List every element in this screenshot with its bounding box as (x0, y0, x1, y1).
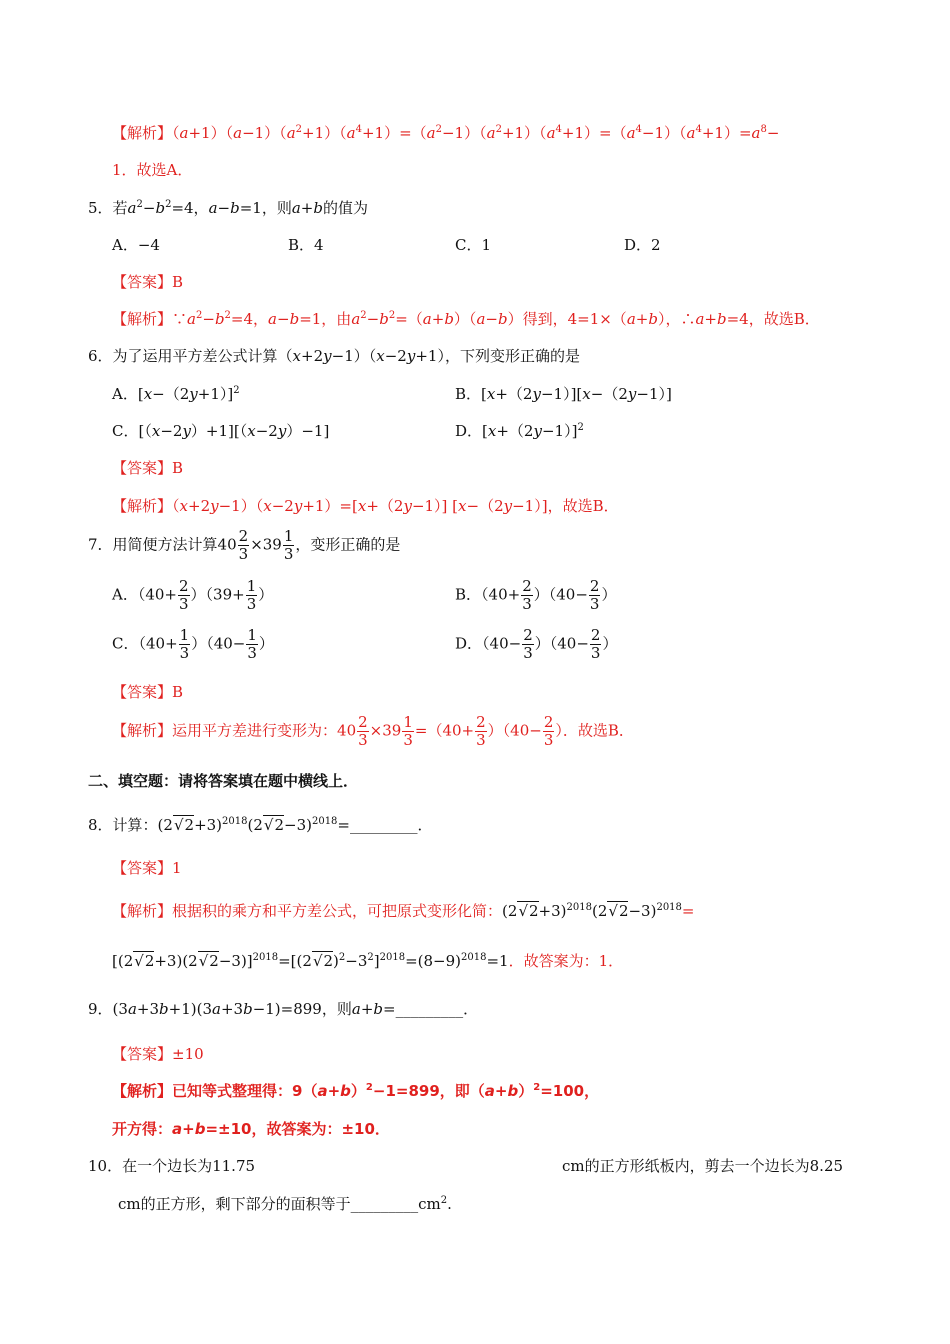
q6-option-b: B．[x+（2y−1）][x−（2y−1）] (455, 385, 672, 403)
q8-stem: 8．计算：$(2√2+3)^{2018}(2√2-3)^{2018}=\_\_\_\_\_\_\_\_\_$． (88, 816, 433, 834)
q5-option-d: D．2 (624, 236, 661, 254)
q6-analysis: 【解析】（x+2y−1）（x−2y+1）=[x+（2y−1）] [x−（2y−1）]，故选B． (112, 497, 619, 515)
q10-stem-right: cm的正方形纸板内，剪去一个边长为8.25 (562, 1157, 844, 1175)
q7-option-b: B．（40+ $\frac{2}{3}$ ）（40− $\frac{2}{3}$ ） (455, 577, 617, 613)
q9-analysis-line2: 开方得：a+b=±10，故答案为：±10． (112, 1120, 390, 1138)
section-2-heading: 二、填空题：请将答案填在题中横线上． (88, 772, 359, 790)
q9-stem: 9．(3a+3b+1)(3a+3b−1)=899，则a+b=_________． (88, 1000, 479, 1018)
q7-answer: 【答案】B (112, 683, 184, 701)
q5-option-c: C．1 (455, 236, 492, 254)
q8-analysis-line2: $[(2√2+3)(2√2-3)]^{2018}=[(2√2)^2-3^2]^{2018}=(8-9)^{2018}=1$．故答案为：1． (112, 952, 624, 970)
q7-analysis: 【解析】运用平方差进行变形为：40 $\frac{2}{3}$ ×39 $\frac{1}{3}$ =（40+ $\frac{2}{3}$ ）（40− $\frac{2}{3}$ ）．故选B． (112, 713, 634, 749)
q9-answer: 【答案】±10 (112, 1045, 204, 1063)
q6-option-d: D．$[x+(2y-1)]^2$ (455, 422, 584, 440)
q7-stem: 7．用简便方法计算40 $\frac{2}{3}$ ×39 $\frac{1}{3}$ ，变形正确的是 (88, 527, 401, 563)
q6-option-c: C．[（x−2y）+1][（x−2y）−1] (112, 422, 330, 440)
q7-option-a: A．（40+ $\frac{2}{3}$ ）（39+ $\frac{1}{3}$ ） (112, 577, 274, 613)
q6-answer: 【答案】B (112, 459, 184, 477)
q4-analysis-line2: 1．故选A． (112, 161, 193, 179)
q4-analysis-line1 (112, 122, 779, 144)
q4-analysis-text: $(a+1)(a-1)(a^2+1)(a^4+1)=(a^2-1)(a^2+1)(a^4+1)=(a^4-1)(a^4+1)=a^8-$ (172, 124, 780, 142)
q6-option-a: A．$[x-(2y+1)]^2$ (112, 385, 240, 403)
q8-answer: 【答案】1 (112, 859, 182, 877)
q5-analysis: 【解析】$\because a^2-b^2=4$，a−b=1，由$a^2-b^2=(a+b)(a-b)$得到，4=1×（a+b），∴a+b=4，故选B． (112, 310, 820, 328)
q5-option-b: B．4 (288, 236, 324, 254)
q7-option-d: D．（40− $\frac{2}{3}$ ）（40− $\frac{2}{3}$ ） (455, 626, 618, 662)
q5-stem: 5．若$a^2-b^2=4$，a−b=1，则a+b的值为 (88, 199, 368, 217)
q5-answer: 【答案】B (112, 273, 184, 291)
q8-analysis-line1: 【解析】根据积的乘方和平方差公式，可把原式变形化简：$(2√2+3)^{2018}(2√2-3)^{2018}=$ (112, 902, 695, 920)
q6-stem: 6．为了运用平方差公式计算（x+2y−1）（x−2y+1），下列变形正确的是 (88, 347, 580, 365)
analysis-tag: 【解析】 (112, 124, 173, 142)
q10-stem-left: 10．在一个边长为11.75 (88, 1157, 256, 1175)
q5-option-a: A．−4 (112, 236, 160, 254)
q10-stem-line2: cm的正方形，剩下部分的面积等于$\_\_\_\_\_\_\_\_\_cm^2$. (118, 1195, 452, 1213)
q9-analysis-line1: 【解析】已知等式整理得：$9(a+b)^2-1=899$，即$(a+b)^2=100$， (112, 1082, 600, 1100)
q7-option-c: C．（40+ $\frac{1}{3}$ ）（40− $\frac{1}{3}$ ） (112, 626, 274, 662)
